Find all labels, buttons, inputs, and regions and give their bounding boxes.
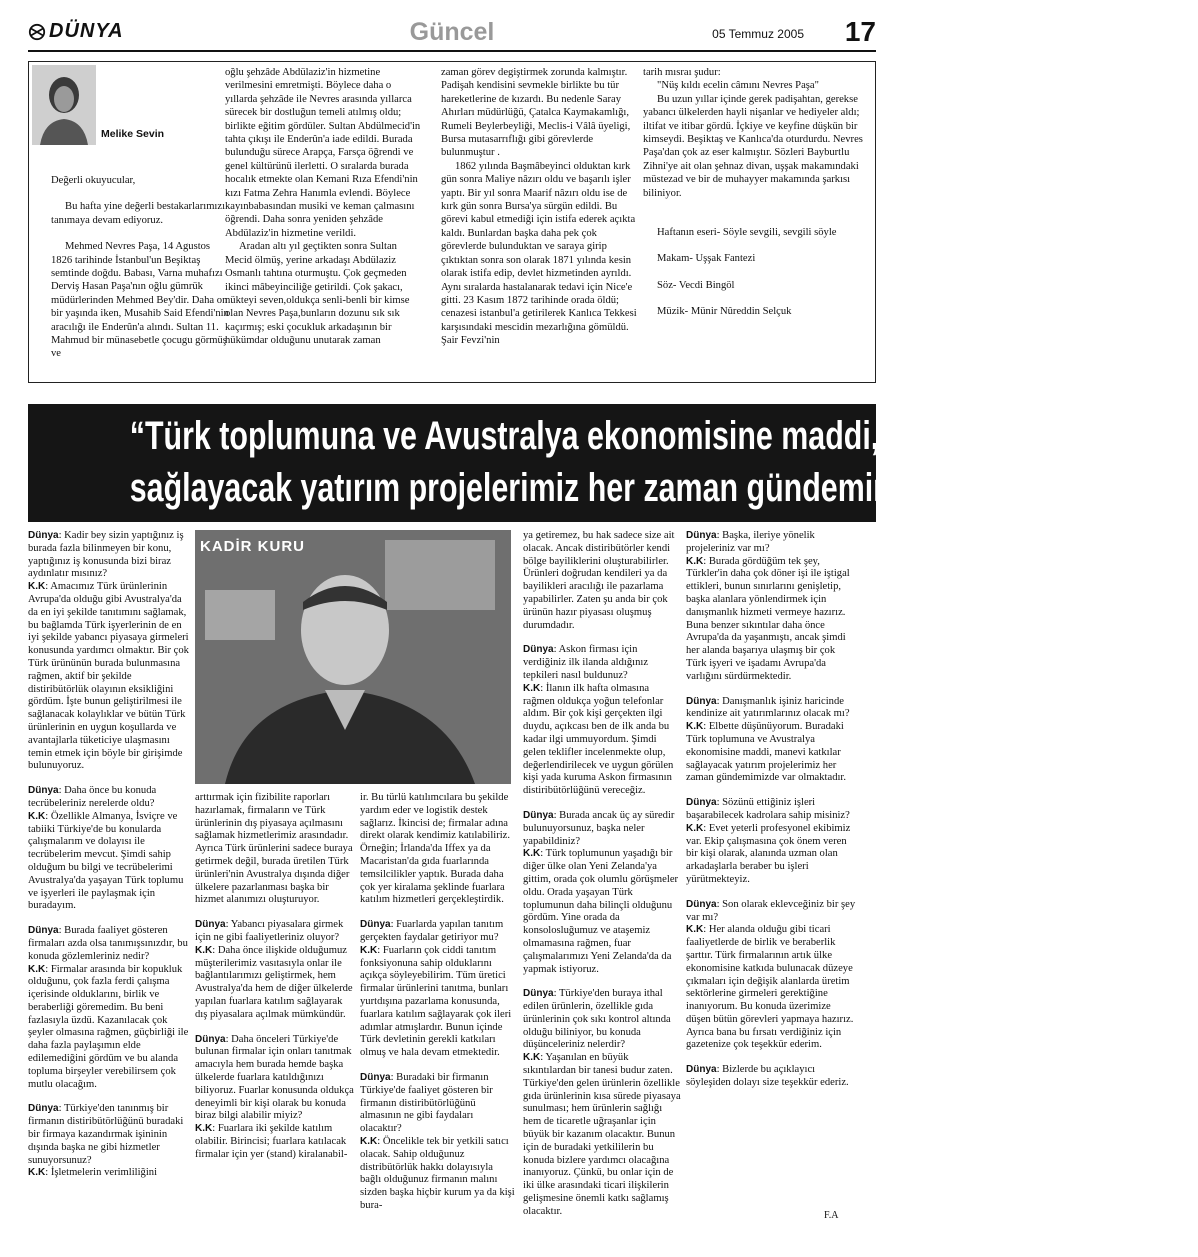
article-paragraph: [686, 1064, 856, 1090]
column-paragraph: oğlu şehzâde Abdülaziz'in hizmetine verilmesini emretmişti. Böylece daha o yıllarda şehzâde ile Nevres arasında yıllarca sürecek bir dostluğun temeli atılmış oldu; birlikte eğitim gördüler. Sultan Abdülmecid'in tahta çıkışı ile Enderûn'a iade edildi. Burada bulunduğu sürece Arapça, Farsça öğrendi ve genel kültürünü ilerletti. O sıralarda burada hocalık etmekte olan Kemani Rıza Efendi'nin kızı Fatma Zehra Hanımla evlendi. Böylece kayınbabasından musiki ve keman çalmasını öğrendi. Daha sonra yeniden şehzâde Abdülaziz'in hizmetine verildi.: [225, 67, 421, 239]
article-paragraph: [360, 792, 516, 907]
article-paragraph: [523, 530, 681, 632]
page-number: 17: [844, 16, 876, 47]
article-paragraph: [360, 1072, 516, 1136]
column-text-1: [51, 174, 229, 374]
article-col-3: [360, 792, 516, 1211]
section-title: Güncel: [409, 18, 495, 46]
article-paragraph: [195, 1123, 355, 1161]
article-paragraph: [686, 797, 856, 823]
paragraph-text: : Bizlerde bu açıklayıcı söyleşiden dolayı size teşekkür ederiz.: [686, 1064, 849, 1089]
article-paragraph: [195, 1034, 355, 1124]
speaker-label: Dünya: [523, 809, 554, 821]
author-portrait: [32, 65, 96, 145]
speaker-label: Dünya: [28, 925, 59, 937]
paragraph-text: : Burada ancak üç ay süredir bulunuyorsunuz, başka neler yapabildiniz?: [523, 809, 675, 847]
article-col-4: [523, 530, 681, 1217]
speaker-label: Dünya: [686, 1064, 717, 1076]
column-paragraph: Mehmed Nevres Paşa, 14 Agustos 1826 tarihinde İstanbul'un Beşiktaş semtinde doğdu. Babası, Varna muhafızı Derviş Hasan Paşa'nın oğlu gümrük müdürlerinden Mehmed Bey'dir. Daha on bir yaşında iken, Musahib Said Efendi'nin aracılığı ile Enderûn'a alındı. Sultan 11. Mahmud bir münasebetle çocugu görmüş ve: [51, 241, 229, 360]
paragraph-text: : Danışmanlık işiniz haricinde kendinize ait yatırımlarınız olacak mı?: [686, 695, 850, 720]
article-paragraph: [360, 919, 516, 945]
paragraph-text: : Son olarak eklevceğiniz bir şey var mı?: [686, 898, 856, 923]
photo-caption: KADİR KURU: [200, 538, 305, 555]
article-paragraph: [195, 792, 355, 907]
article-paragraph: [28, 785, 190, 811]
speaker-label: K.K: [28, 963, 46, 975]
column-text-2: [225, 66, 425, 376]
paragraph-text: : Fuarlara iki şekilde katılım olabilir. Birincisi; fuarlara katılacak firmalar için yer (stand) kiralanabil-: [195, 1123, 348, 1160]
paragraph-text: : Firmalar arasında bir kopukluk olduğunu, çok fazla ferdi çalışma içerisinde olduklarını, birlik ve beraberliği göremedim. Bu beni fazlasıyla üzdü. Kazanılacak çok şeyler olmasına rağmen, güçbirliği ile daha fazla paylaşımın elde edilemediğini gördüm ve bu alanda topluma birşeyler verebilirsem çok mutlu olacağım.: [28, 963, 189, 1090]
column-paragraph: Değerli okuyucular,: [51, 175, 136, 186]
paragraph-text: : Türkiye'den buraya ithal edilen ürünlerin, özellikle gıda ürünlerinin çok sıkı kontrol altında olduğu biliniyor, bu konuda düşünceleriniz nelerdir?: [523, 988, 671, 1051]
article-paragraph: [28, 1167, 190, 1180]
paragraph-text: : Öncelikle tek bir yetkili satıcı olacak. Sahip olduğunuz distribütörlük hakkı dolayısıyla bağlı olduğunuz firmanın malını sizden başka hiçbir kurum ya da kişi bura-: [360, 1135, 515, 1211]
brand-name: DÜNYA: [49, 20, 124, 42]
column-paragraph: Bu hafta yine değerli bestakarlarımızı tanımaya devam ediyoruz.: [51, 201, 226, 226]
article-paragraph: [195, 945, 355, 1022]
column-paragraph: 1862 yılında Başmâbeyinci olduktan kırk gün sonra Maliye nâzırı oldu ve başarılı işler yaptı. Bir yıl sonra Maarif nâzırı oldu ise de kırk gün sonra Bursa'ya sürgün edildi. Bu görevi kabul etmediği için istifa ederek açıkta kaldı. Bunlardan başka daha pek çok görevlerde bulunduktan ve saraya girip çıktıktan sonra son olarak 1871 yılında kesin olarak istifa edip, devlet hizmetinden ayrıldı. Aynı sıralarda hastalanarak tedavi için Nice'e gitti. 23 Kasım 1872 tarihinde orada öldü; cenazesi istanbul'a getirilerek Kanlıca Tekkesi karşısındaki mescidin mezarlığına gömüldü. Şair Fevzi'nin: [441, 160, 637, 347]
article-paragraph: [523, 683, 681, 798]
column-paragraph: tarih mısraı şudur:: [643, 67, 721, 78]
article-paragraph: [360, 1136, 516, 1213]
paragraph-text: : Daha önce bu konuda tecrübeleriniz nerelerde oldu?: [28, 785, 157, 809]
speaker-label: Dünya: [686, 530, 717, 541]
paragraph-text: : Yaşanılan en büyük sıkıntılardan bir tanesi budur zaten. Türkiye'den gelen ürünlerin özellikle gıda ürünlerinin kısa sürede piyasaya sunulması; hem ürünlerin sağlığı hem de ticaretle uğraşanlar için büyük bir kazanım olacaktır. Bunun için de buradaki yetkililerin bu konuda bizlere yardımcı olacağına inanıyoruz. Çünkü, bu onlar için de iki ülke arasındaki ticari ilişkilerin gelişmesine önemli katkı sağlamış olacaktır.: [523, 1052, 681, 1217]
article-paragraph: [686, 924, 856, 1052]
author-credit: F.A: [824, 1210, 839, 1221]
article-paragraph: [686, 556, 856, 684]
paragraph-text: : Askon firması için verdiğiniz ilk ilanda aldığınız tepkileri nasıl buldunuz?: [523, 644, 649, 681]
speaker-label: K.K: [686, 822, 704, 834]
column-paragraph: Aradan altı yıl geçtikten sonra Sultan Mecid ölmüş, yerine arkadaşı Abdülaziz Osmanlı tahtına oturmuştu. Çok geçmeden ikinci mâbeyinciliğe getirildi. Çok şakacı, nükteyi seven,oldukça senli-benli bir kimse olan Nevres Paşa,bunların dozunu sık sık kaçırmış; eski çocukluk arkadaşının bir hükümdar olduğunu unutarak zaman: [225, 241, 410, 347]
paragraph-text: : Her alanda olduğu gibi ticari faaliyetlerde de birlik ve beraberlik şarttır. Türk firmalarının artık ülke ekonomisine katkıda bulunacak düzeye çıkmaları için değişik alanlarda üretim sektörlerine girmeleri gerektiğine inanıyorum. Bu konuda üzerimize düşen bütün görevleri yapmaya hazırız. Ayrıca bana bu fırsatı verdiğiniz için gazetenize çok teşekkür ederim.: [686, 924, 854, 1051]
speaker-label: K.K: [686, 555, 704, 567]
article-paragraph: [523, 988, 681, 1052]
speaker-label: Dünya: [28, 1103, 59, 1115]
interviewee-photo: [195, 530, 511, 784]
article-col-2: [195, 792, 355, 1202]
speaker-label: Dünya: [686, 898, 717, 910]
speaker-label: K.K: [28, 1167, 46, 1179]
article-paragraph: [28, 964, 190, 1092]
paragraph-text: : Kadir bey sizin yaptığınız iş burada fazla bilinmeyen bir konu, yaptığınız iş konusunda bizi biraz aydınlatır mısınız?: [28, 530, 184, 580]
paragraph-text: : Burada faaliyet gösteren firmaları azda olsa tanımışsınızdır, bu konuda gözlemleriniz nedir?: [28, 925, 188, 962]
speaker-label: Dünya: [523, 644, 554, 656]
paragraph-text: : Sözünü ettiğiniz işleri başarabilecek kadrolara sahip misiniz?: [686, 797, 850, 821]
article-col-5: [686, 530, 856, 1210]
paragraph-text: : Başka, ileriye yönelik projeleriniz var mı?: [686, 530, 815, 554]
speaker-label: K.K: [195, 944, 213, 956]
article-paragraph: [360, 945, 516, 1060]
paragraph-text: arttırmak için fizibilite raporları hazırlamak, firmaların ve Türk ürünlerinin dış piyasaya açılmasını sağlamak hizmetlerimiz arasındadır. Ayrıca Türk ürünlerini sadece buraya getirmek değil, burada üretilen Türk ürünleri'nin Avustralya dışında diğer ülkelere pazarlanması başka bir hizmet alanımızı oluşturuyor.: [195, 792, 353, 906]
paragraph-text: : Daha önce ilişkide olduğumuz müşterilerimiz vasıtasıyla onlar ile bağlantılarımızı geliştirmek, hem Avustralya'da hem de diğer ülkelerde yapılan fuarlara katılım sağlayarak dış piyasalara açılmak mümkündür.: [195, 944, 353, 1020]
paragraph-text: : Fuarların çok ciddi tanıtım fonksiyonuna sahip olduklarını açıkça söyleyebilirim. Tüm üretici firmalar ürünlerini tanıtma, bunları yurtdışına pazarlama konusunda, fuarlara katılım sağlayarak çok ileri adımlar atmışlardır. Bunun içinde Türk devletinin gerekli katkıları olmuş ve hala devam etmektedir.: [360, 944, 512, 1059]
column-paragraph: Söz- Vecdi Bingöl: [657, 279, 735, 291]
column-paragraph: Haftanın eseri- Söyle sevgili, sevgili söyle: [657, 227, 837, 239]
column-paragraph: "Nüş kıldı ecelin câmını Nevres Paşa": [657, 80, 819, 92]
article-paragraph: [686, 823, 856, 887]
column-box: [28, 61, 876, 383]
article-paragraph: [523, 810, 681, 848]
column-text-3: [441, 66, 637, 376]
speaker-label: Dünya: [360, 1071, 391, 1083]
paragraph-text: ir. Bu türlü katılımcılara bu şekilde yardım eder ve logistik destek sağlarız. İkincisi de; firmalar adına direkt olarak kendimiz katılabiliriz. Örneğin; İrlanda'da Iffex ya da Macaristan'da gıda fuarlarında temsilcilikler yaptık. Burada daha çok yer kiralama şeklinde fuarlara katılım hizmetleri gerçekleştirdik.: [360, 792, 511, 906]
issue-date: 05 Temmuz 2005: [712, 27, 804, 41]
speaker-label: Dünya: [195, 919, 226, 931]
speaker-label: K.K: [360, 1135, 378, 1147]
paragraph-text: : Amacımız Türk ürünlerinin Avrupa'da olduğu gibi Avustralya'da da en iyi şekilde tanıtımını sağlamak, bu bağlamda Türk işyerlerinin de en iyi şekilde yabancı piyasaya girmeleri konusunda yardımcı olmaktır. Bir çok Türk ürününün burada bulunmasına rağmen, aktif bir şekilde distiribütörlük olayının eksikliğini gördüm. İşte bunun geliştirilmesi ile sağlanacak kolaylıklar ve bütün Türk ürünlerinin en uygun koşullarda ve avantajlarla tüketiciye ulaşmasını temin etmek için böyle bir girişimde bulunuyoruz.: [28, 581, 189, 772]
headline-banner: [28, 404, 1198, 522]
speaker-label: K.K: [686, 924, 704, 936]
paragraph-text: : Türk toplumunun yaşadığı bir diğer ülke olan Yeni Zelanda'ya gittim, orada çok olumlu görüşmeler oldu. Orada yaşayan Türk toplumunun daha bilinçli olduğunu gördüm. Yine orada da konsolosluğumuz ve ataşemiz olmamasına rağmen, fuar çalışmalarımızı Yeni Zelanda'da da yapmak istiyoruz.: [523, 848, 679, 975]
article-paragraph: [195, 919, 355, 945]
article-paragraph: [28, 581, 190, 773]
article-paragraph: [28, 811, 190, 913]
article-paragraph: [28, 1103, 190, 1167]
column-paragraph: zaman görev degiştirmek zorunda kalmıştır. Padişah kendisini sevmekle birlikte bu tür hareketlerine de kızardı. Bu nedenle Saray Ahırları müdürlüğü, Çatalca Kaymakamlığı, Rumeli Beylerbeyliği, Meclis-i Vâlâ üyeligi, Bursa mutasarrıflığı gibi görevlerde bulunmuştur .: [441, 67, 631, 159]
paragraph-text: : Fuarlarda yapılan tanıtım gerçekten faydalar getiriyor mu?: [360, 919, 504, 943]
speaker-label: Dünya: [523, 988, 554, 1000]
article-paragraph: [523, 1052, 681, 1218]
speaker-label: K.K: [523, 1052, 541, 1064]
column-text-4: [643, 66, 865, 376]
article-paragraph: [686, 721, 856, 785]
speaker-label: Dünya: [360, 919, 391, 931]
article-paragraph: [523, 848, 681, 976]
speaker-label: Dünya: [686, 695, 717, 707]
speaker-label: K.K: [523, 682, 541, 694]
paragraph-text: : Evet yeterli profesyonel ekibimiz var. Ekip çalışmasına çok önem veren bir kişi olarak, alanında uzman olan arkadaşlarla beraber bu işleri yürütmekteyiz.: [686, 822, 851, 885]
paragraph-text: : İşletmelerin verimliliğini: [45, 1167, 158, 1179]
header-rule: [28, 50, 876, 52]
paragraph-text: : Daha önceleri Türkiye'de bulunan firmalar için onları tanıtmak amacıyla hem burada hemde başka ülkelerde fuarlara katıldığınızı biliyoruz. Fuarlar konusunda oldukça deneyimli bir kişi olarak bu konuda biraz bilgi alabilir miyiz?: [195, 1033, 354, 1122]
speaker-label: K.K: [28, 810, 46, 822]
speaker-label: Dünya: [686, 797, 717, 809]
article-paragraph: [686, 899, 856, 925]
article-paragraph: [686, 530, 856, 556]
article-col-1: [28, 530, 190, 1200]
speaker-label: Dünya: [28, 530, 59, 541]
headline-line-1: “Türk toplumuna ve Avustralya ekonomisine maddi, manevi katkılar: [129, 414, 1108, 458]
speaker-label: K.K: [28, 581, 46, 593]
paragraph-text: : Yabancı piyasalara girmek için ne gibi faaliyetleriniz oluyor?: [195, 919, 344, 943]
paragraph-text: : Burada gördüğüm tek şey, Türkler'in daha çok döner işi ile iştigal ettikleri, bunun sınırlarını genişletip, başka alanlara yönlendirmek için danışmanlık hizmeti vermeye hazırız. Buna benzer sıkıntılar daha önce Avrupa'da da yaşanmıştı, ancak şimdi her alanda başarıya ulaşmış bir çok Türk işyeri ve işadamı Avrupa'da varlığını sürdürmektedir.: [686, 555, 850, 682]
speaker-label: Dünya: [195, 1033, 226, 1045]
article-paragraph: [28, 530, 190, 581]
speaker-label: K.K: [195, 1123, 213, 1135]
paragraph-text: : Özellikle Almanya, İsviçre ve tabiiki Türkiye'de bu konularda çalışmalarım ve dolayısı ile tecrübelerim mevcut. Şimdi sahip olduğum bu bilgi ve tecrübelerimi Avustralya'da yaşayan Türk toplumu ve işyerleri ile paylaşmak için buradayım.: [28, 810, 184, 912]
article-paragraph: [523, 644, 681, 682]
paragraph-text: : Elbette düşünüyorum. Buradaki Türk toplumuna ve Avustralya ekonomisine maddi, manevi katkılar sağlayacak yatırım projelerimiz her zaman gündemimizde var olmaktadır.: [686, 721, 847, 784]
paragraph-text: ya getiremez, bu hak sadece size ait olacak. Ancak distiribütörler kendi bölge bayiliklerini oluşturabilirler. Ürünleri doğrudan kendileri ya da bayilikleri aracılığı ile pazarlama yapabilirler. Zaten şu anda bir çok ürünün hazır piyasası oluşmuş durumdadır.: [523, 530, 675, 631]
speaker-label: K.K: [523, 848, 541, 860]
page-header: [28, 18, 876, 50]
paragraph-text: : İlanın ilk hafta olmasına rağmen oldukça yoğun telefonlar aldım. Bir çok kişi gerçekten ilgi duydu, açıkcası ben de ilk anda bu kadar ilgi ummuyordum. Şimdi gelen teklifler incelenmekte olup, değerlendirilecek ve uygun görülen kişi yada kuruma Askon firmasının distiribütörlüğünü vereceğiz.: [523, 682, 674, 797]
paragraph-text: : Türkiye'den tanınmış bir firmanın distiribütörlüğünü buradaki bir firmaya kazandırmak işininin dışında başka ne gibi hizmetler sunuyorsunuz?: [28, 1103, 184, 1166]
column-paragraph: Bu uzun yıllar içinde gerek padişahtan, gerekse yabancı ülkelerden hayli nişanlar ve hediyeler aldı; iltifat ve itibar gördü. İçkiye ve keyfine düşkün bir kimseydi. Beşiktaş ve Kanlıca'da oturdurdu. Nevres Paşa'dan çok az eser kalmıştır. Sözleri Bayburtlu Zihni'ye ait olan şehnaz divan, uşşak makamındaki müstezad ve bir de muhayyer makamında şarkısı biliniyor.: [643, 93, 863, 199]
speaker-label: Dünya: [28, 785, 59, 797]
article-paragraph: [686, 696, 856, 722]
speaker-label: K.K: [360, 944, 378, 956]
speaker-label: K.K: [686, 721, 704, 733]
column-paragraph: Müzik- Münir Nûreddin Selçuk: [657, 306, 792, 318]
column-paragraph: Makam- Uşşak Fantezi: [657, 253, 756, 265]
paragraph-text: : Buradaki bir firmanın Türkiye'de faaliyet gösteren bir firmanın distiribütörlüğünü almasının ne gibi faydaları olacaktır?: [360, 1071, 493, 1135]
article-paragraph: [28, 925, 190, 963]
headline-line-2: sağlayacak yatırım projelerimiz her zaman gündemimizde var olmaktadır.”: [129, 466, 1198, 510]
author-name: Melike Sevin: [101, 128, 165, 140]
